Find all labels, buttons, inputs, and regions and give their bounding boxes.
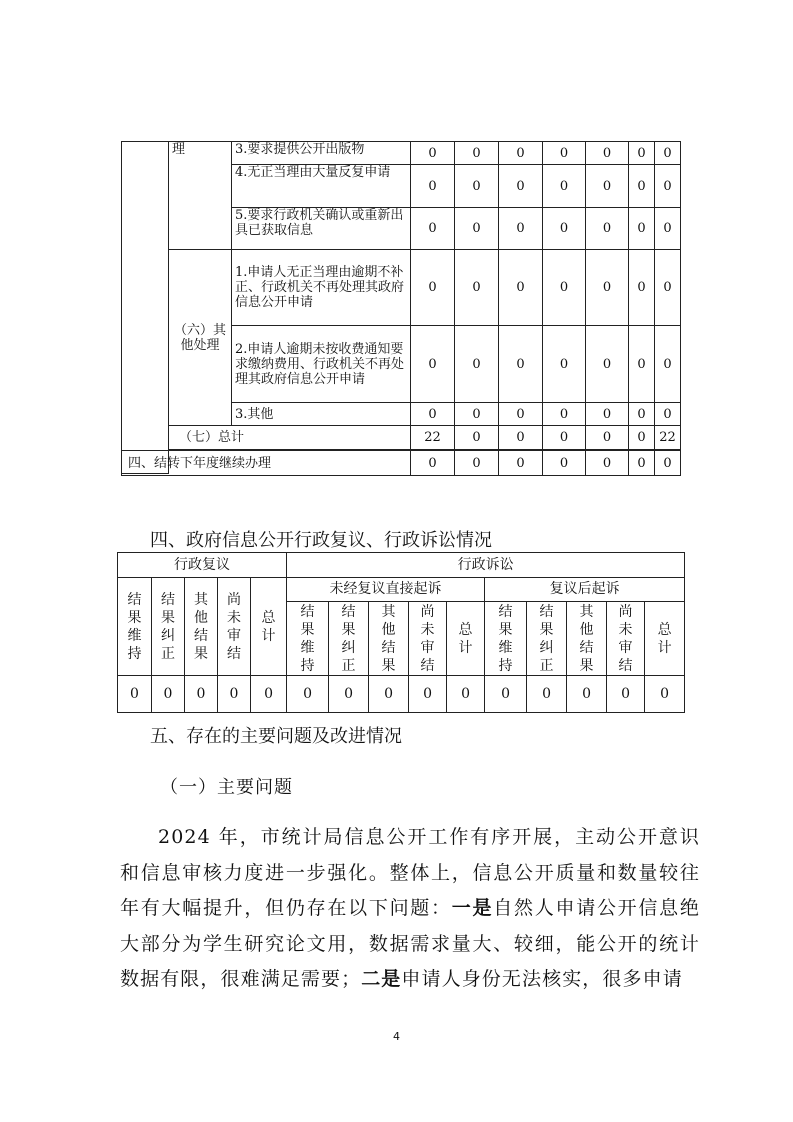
value-cell: 0 xyxy=(607,676,645,713)
value-cell: 0 xyxy=(629,326,655,403)
value-cell: 0 xyxy=(655,451,681,476)
value-cell: 0 xyxy=(455,326,499,403)
col-header: 结果维持 xyxy=(287,602,329,676)
review-litigation-table xyxy=(117,552,685,713)
category-cell: （六）其他处理 xyxy=(169,250,232,426)
paragraph-text: 2024 年，市统计局信息公开工作有序开展，主动公开意识和信息审核力度进一步强化。整体上，信息公开质量和数量较往年有大幅提升，但仍存在以下问题： xyxy=(120,826,700,920)
value-cell: 0 xyxy=(455,403,499,426)
col-header: 尚未审结 xyxy=(607,602,645,676)
value-cell: 0 xyxy=(543,426,586,450)
value-cell: 0 xyxy=(655,403,681,426)
value-cell: 0 xyxy=(543,208,586,250)
col-header: 结果纠正 xyxy=(527,602,567,676)
value-cell: 0 xyxy=(543,165,586,208)
value-cell: 0 xyxy=(218,676,251,713)
col-header: 结果维持 xyxy=(118,578,152,676)
value-cell: 0 xyxy=(499,326,543,403)
value-cell: 0 xyxy=(586,426,629,450)
value-cell: 0 xyxy=(152,676,185,713)
row-label: 1.申请人无正当理由逾期不补正、行政机关不再处理其政府信息公开申请 xyxy=(232,250,411,326)
value-cell: 0 xyxy=(455,165,499,208)
col-header: 总计 xyxy=(645,602,685,676)
paragraph-text: 自然人申请公开信息绝大部分为学生研究论文用，数据需求量大、较细，能公开的统计数据有限，很难满足需要； xyxy=(120,897,700,991)
value-cell: 0 xyxy=(411,208,455,250)
total-label: （七）总计 xyxy=(169,426,411,450)
col-header: 其他结果 xyxy=(185,578,218,676)
value-cell: 0 xyxy=(455,451,499,476)
row-label: 2.申请人逾期未按收费通知要求缴纳费用、行政机关不再处理其政府信息公开申请 xyxy=(232,326,411,403)
value-cell: 22 xyxy=(411,426,455,450)
body-paragraph xyxy=(120,820,700,998)
row-label: 5.要求行政机关确认或重新出具已获取信息 xyxy=(232,208,411,250)
value-cell: 0 xyxy=(447,676,485,713)
value-cell: 0 xyxy=(655,326,681,403)
value-cell: 0 xyxy=(543,451,586,476)
value-cell: 0 xyxy=(629,165,655,208)
value-cell: 0 xyxy=(287,676,329,713)
value-cell: 0 xyxy=(499,165,543,208)
bold-marker: 二是 xyxy=(361,968,402,991)
col-header: 结果维持 xyxy=(485,602,527,676)
value-cell: 0 xyxy=(499,403,543,426)
value-cell: 0 xyxy=(567,676,607,713)
value-cell: 0 xyxy=(655,250,681,326)
value-cell: 0 xyxy=(629,208,655,250)
value-cell: 0 xyxy=(629,403,655,426)
value-cell: 0 xyxy=(411,403,455,426)
value-cell: 0 xyxy=(499,451,543,476)
direct-header: 未经复议直接起诉 xyxy=(287,578,485,602)
row-label: 3.要求提供公开出版物 xyxy=(232,142,411,165)
value-cell: 0 xyxy=(455,142,499,165)
value-cell: 0 xyxy=(411,451,455,476)
value-cell: 0 xyxy=(586,165,629,208)
value-cell: 0 xyxy=(499,250,543,326)
col-header: 其他结果 xyxy=(369,602,409,676)
value-cell: 0 xyxy=(586,451,629,476)
value-cell: 0 xyxy=(586,142,629,165)
blank-cell xyxy=(122,142,169,474)
value-cell: 0 xyxy=(655,208,681,250)
value-cell: 0 xyxy=(629,426,655,450)
value-cell: 0 xyxy=(455,426,499,450)
col-header: 结果纠正 xyxy=(329,602,369,676)
carry-over-table xyxy=(121,450,681,476)
paragraph-text: 申请人身份无法核实，很多申请 xyxy=(401,968,683,991)
value-cell: 0 xyxy=(586,403,629,426)
page-number: 4 xyxy=(393,1030,400,1043)
bold-marker: 一是 xyxy=(451,897,494,920)
value-cell: 0 xyxy=(629,142,655,165)
value-cell: 0 xyxy=(485,676,527,713)
value-cell: 0 xyxy=(586,208,629,250)
col-header: 其他结果 xyxy=(567,602,607,676)
table-row xyxy=(122,142,681,165)
value-cell: 0 xyxy=(499,426,543,450)
col-header: 总计 xyxy=(447,602,485,676)
processing-results-table xyxy=(121,141,681,474)
value-cell: 0 xyxy=(527,676,567,713)
value-cell: 0 xyxy=(586,326,629,403)
value-cell: 0 xyxy=(411,142,455,165)
col-header: 总计 xyxy=(251,578,287,676)
value-cell: 0 xyxy=(455,208,499,250)
carry-label: 四、结转下年度继续办理 xyxy=(122,451,411,476)
value-cell: 0 xyxy=(543,326,586,403)
value-cell: 0 xyxy=(543,142,586,165)
category-cell: 理 xyxy=(169,142,232,250)
value-cell: 0 xyxy=(251,676,287,713)
litigation-header: 行政诉讼 xyxy=(287,553,685,578)
review-header: 行政复议 xyxy=(118,553,287,578)
value-cell: 0 xyxy=(629,451,655,476)
value-cell: 0 xyxy=(409,676,447,713)
value-cell: 0 xyxy=(455,250,499,326)
value-cell: 0 xyxy=(586,250,629,326)
value-cell: 0 xyxy=(411,250,455,326)
after-review-header: 复议后起诉 xyxy=(485,578,685,602)
sub-heading: （一）主要问题 xyxy=(160,777,293,798)
value-cell: 0 xyxy=(655,142,681,165)
table-row xyxy=(118,553,685,578)
section-heading: 四、政府信息公开行政复议、行政诉讼情况 xyxy=(150,530,492,551)
table-row xyxy=(118,578,685,602)
value-cell: 0 xyxy=(411,165,455,208)
value-cell: 0 xyxy=(411,326,455,403)
col-header: 尚未审结 xyxy=(409,602,447,676)
table-row xyxy=(122,451,681,476)
value-cell: 22 xyxy=(655,426,681,450)
value-cell: 0 xyxy=(645,676,685,713)
table-row xyxy=(122,426,681,450)
value-cell: 0 xyxy=(369,676,409,713)
value-cell: 0 xyxy=(329,676,369,713)
col-header: 结果纠正 xyxy=(152,578,185,676)
value-cell: 0 xyxy=(655,165,681,208)
value-cell: 0 xyxy=(629,250,655,326)
row-label: 4.无正当理由大量反复申请 xyxy=(232,165,411,208)
value-cell: 0 xyxy=(118,676,152,713)
value-cell: 0 xyxy=(185,676,218,713)
value-cell: 0 xyxy=(499,142,543,165)
table-row xyxy=(122,250,681,326)
value-cell: 0 xyxy=(543,250,586,326)
table-row xyxy=(118,676,685,713)
value-cell: 0 xyxy=(499,208,543,250)
row-label: 3.其他 xyxy=(232,403,411,426)
col-header: 尚未审结 xyxy=(218,578,251,676)
section-heading: 五、存在的主要问题及改进情况 xyxy=(150,726,402,747)
value-cell: 0 xyxy=(543,403,586,426)
